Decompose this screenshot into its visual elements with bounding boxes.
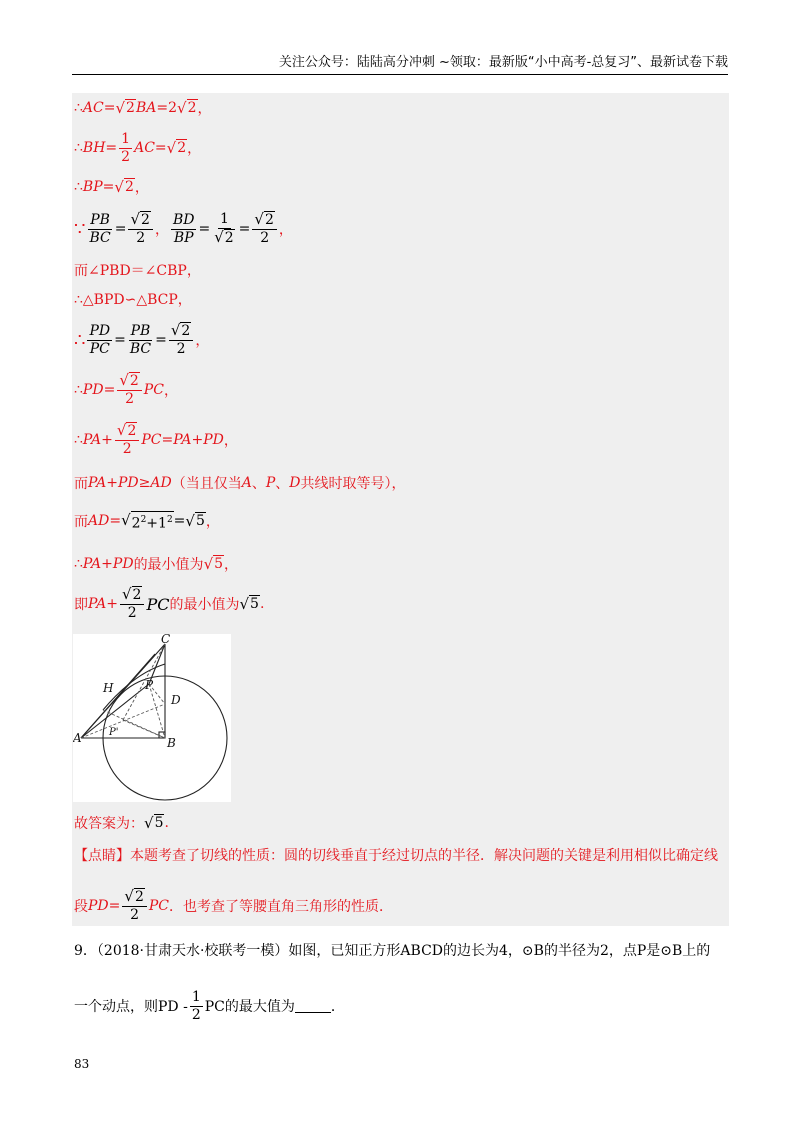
solution-line-7: ∴ $\frac{PD}{PC}$ = $\frac{PB}{BC}$ = √ 2 2 ， [74,321,210,357]
solution-line-10: 而 PA + PD ≥ AD （当且仅当 A 、 P 、 D 共线时取等号）， [74,475,406,492]
sqrt: √ 2 [115,99,135,117]
geometry-diagram [73,634,231,802]
solution-line-9: ∴ PA + √ 2 2 PC = PA + PD ， [74,421,238,457]
label-c: C [161,634,171,646]
fraction: $\frac{PB}{BC}$ [89,211,111,246]
label-p-prime: P' [109,727,119,738]
comment-line-2: 段 PD = √ 2 2 PC ．也考查了等腰直角三角形的性质． [74,887,394,923]
fraction: √ 2 2 [169,322,193,358]
question-line-2: 一个动点，则PD - $\frac{1}{2}$ PC的最大值为 ． [74,988,345,1023]
sqrt: √ $2^2+1^2$ [121,510,173,532]
fraction: √ 2 2 [115,422,139,458]
segment-pb [149,684,165,738]
solution-line-11: 而 AD = √ $2^2+1^2$ = √ 5 ， [74,510,220,532]
solution-line-4: ∵ $\frac{PB}{BC}$ = √ 2 2 ， $\frac{BD}{BP}$ = 1 √ 2 = √ 2 2 ， [74,210,293,246]
question-line-1: 9．（2018·甘肃天水·校联考一模）如图，已知正方形ABCD的边长为4，⊙B的半径为2，点P是⊙B上的 [74,943,711,959]
fraction: $\frac{1}{2}$ [121,130,131,165]
solution-line-13: 即 PA + √ 2 2 PC 的最小值为 √ 5 . [74,585,265,621]
comment-line-1: 【点睛】本题考查了切线的性质：圆的切线垂直于经过切点的半径．解决问题的关键是利用相似比确定线 [74,848,718,864]
fraction: √ 2 2 [117,372,141,408]
fraction: √ 2 2 [252,211,276,247]
label-b: B [167,736,176,750]
sqrt: √ 2 [166,139,187,157]
solution-line-5: 而∠PBD＝∠CBP， [74,263,201,279]
fraction: √ 2 2 [122,888,146,924]
sqrt: √ 5 [203,555,224,573]
sqrt: √ 5 [239,595,259,613]
solution-line-6: ∴△BPD∽△BCP， [74,292,192,308]
page-header [72,54,728,75]
answer-line: 故答案为： √ 5 . [74,814,169,832]
solution-line-8: ∴ PD = √ 2 2 PC ， [74,371,178,407]
fraction: $\frac{PD}{PC}$ [89,322,111,357]
solution-line-1: ∴ AC = √ 2 BA =2 √ 2 ， [74,99,212,117]
solution-line-2: ∴ BH = $\frac{1}{2}$ AC = √ 2 ， [74,130,202,165]
label-h: H [103,681,114,695]
sqrt: √ 5 [144,814,164,832]
sqrt: √ 2 [177,99,197,117]
header-text: 关注公众号：陆陆高分冲刺 ~领取：最新版“小中高考-总复习”、最新试卷下载 [278,55,728,70]
label-a: A [73,731,82,745]
geometry-figure [73,634,231,802]
page-number: 83 [74,1057,90,1071]
fraction: 1 √ 2 [214,211,234,246]
fraction: $\frac{PB}{BC}$ [129,322,152,357]
tangent-line [81,654,155,738]
solution-line-12: ∴ PA + PD 的最小值为 √ 5 ， [74,555,239,573]
fraction: $\frac{1}{2}$ [191,988,201,1023]
fraction: √ 2 2 [128,211,152,247]
segment-pp-c [123,644,165,720]
sqrt: √ 2 [114,178,134,196]
answer-blank[interactable] [295,1000,331,1013]
label-d: D [171,693,181,707]
fraction: $\frac{BD}{BP}$ [172,211,195,246]
fraction: √ 2 2 [120,586,144,622]
sqrt: √ 5 [185,512,205,530]
label-p: P [145,678,154,692]
solution-line-3: ∴ BP = √ 2 ， [74,178,149,196]
